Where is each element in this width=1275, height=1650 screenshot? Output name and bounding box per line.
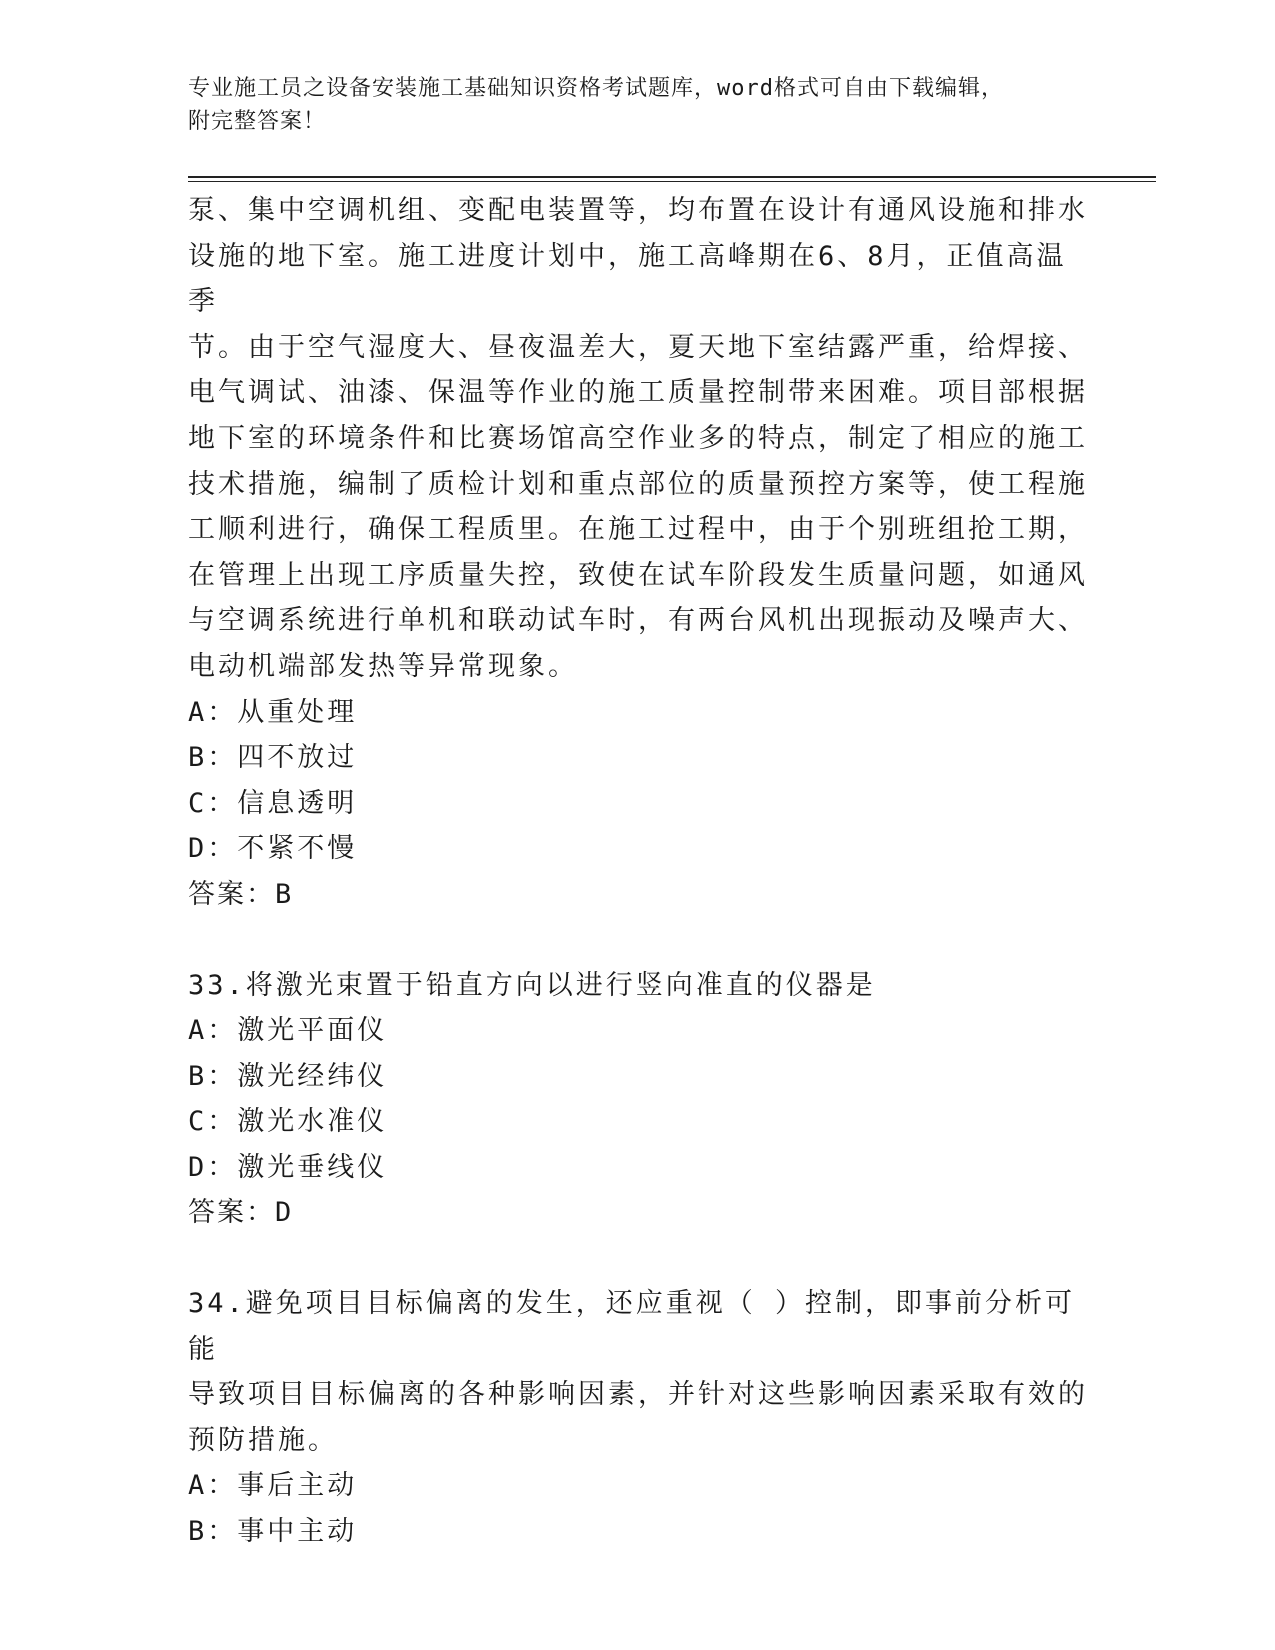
answer-line: 答案：D — [188, 1197, 294, 1229]
option-c: C：信息透明 — [188, 787, 358, 819]
question-text-line: 地下室的环境条件和比赛场馆高空作业多的特点，制定了相应的施工 — [188, 422, 1088, 454]
question-text-line: 与空调系统进行单机和联动试车时，有两台风机出现振动及噪声大、 — [188, 605, 1088, 637]
document-header — [188, 72, 1088, 138]
answer-line: 答案：B — [188, 878, 294, 910]
question-text-line: 泵、集中空调机组、变配电装置等，均布置在设计有通风设施和排水 — [188, 195, 1088, 226]
header-divider-thin — [188, 181, 1156, 182]
spacer — [188, 918, 1088, 963]
option-a: A：事后主动 — [188, 1470, 358, 1502]
question-text-line: 技术措施，编制了质检计划和重点部位的质量预控方案等，使工程施 — [188, 468, 1088, 500]
question-text-line: 电动机端部发热等异常现象。 — [188, 650, 578, 682]
option-a: A：从重处理 — [188, 696, 358, 728]
question-stem: 33.将激光束置于铅直方向以进行竖向准直的仪器是 — [188, 969, 876, 1001]
question-34 — [188, 1281, 1088, 1555]
question-continuation — [188, 188, 1088, 918]
question-stem: 34.避免项目目标偏离的发生，还应重视（ ）控制，即事前分析可能 — [188, 1288, 1076, 1365]
question-content — [188, 188, 1088, 1555]
question-text-line: 电气调试、油漆、保温等作业的施工质量控制带来困难。项目部根据 — [188, 377, 1088, 409]
option-d: D：激光垂线仪 — [188, 1151, 388, 1183]
question-stem: 导致项目目标偏离的各种影响因素，并针对这些影响因素采取有效的 — [188, 1379, 1088, 1411]
question-text-line: 工顺利进行，确保工程质里。在施工过程中，由于个别班组抢工期， — [188, 514, 1088, 546]
header-line-1: 专业施工员之设备安装施工基础知识资格考试题库，word格式可自由下载编辑， — [188, 76, 1004, 101]
option-c: C：激光水准仪 — [188, 1106, 388, 1138]
header-line-2: 附完整答案！ — [188, 109, 327, 134]
option-d: D：不紧不慢 — [188, 833, 358, 865]
question-text-line: 节。由于空气湿度大、昼夜温差大，夏天地下室结露严重，给焊接、 — [188, 331, 1088, 363]
option-b: B：事中主动 — [188, 1516, 358, 1548]
option-b: B：激光经纬仪 — [188, 1060, 388, 1092]
option-a: A：激光平面仪 — [188, 1015, 388, 1047]
option-b: B：四不放过 — [188, 742, 358, 774]
spacer — [188, 1236, 1088, 1281]
question-33 — [188, 963, 1088, 1237]
header-divider-thick — [188, 176, 1156, 178]
question-stem: 预防措施。 — [188, 1424, 338, 1456]
question-text-line: 设施的地下室。施工进度计划中，施工高峰期在6、8月，正值高温季 — [188, 240, 1067, 318]
question-text-line: 在管理上出现工序质量失控，致使在试车阶段发生质量问题，如通风 — [188, 559, 1088, 591]
